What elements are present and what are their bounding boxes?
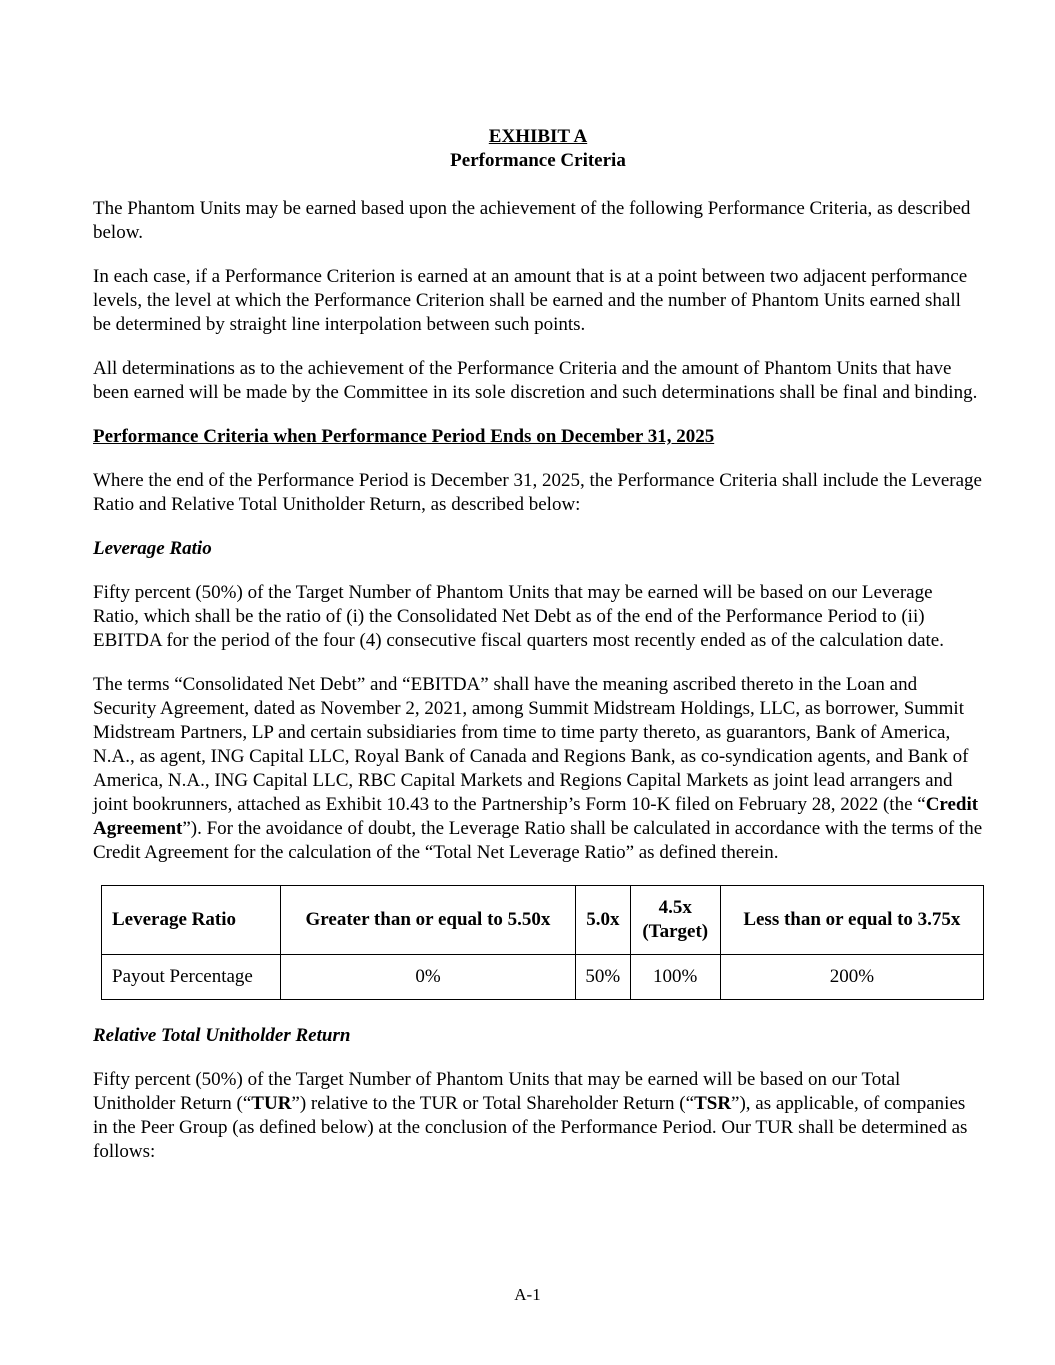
intro-paragraph-2: In each case, if a Performance Criterion is earned at an amount that is at a point between two adjacent performance levels, the level at which the Performance Criterion shall be earned and the number of Phantom Units earned shall be determined by straight line interpolation between such points. xyxy=(93,266,968,335)
credit-agreement-term: Credit Agreement xyxy=(93,794,979,839)
tur-text-a: Fifty percent (50%) of the Target Number of Phantom Units that may be earned will be based on our Total Unitholder Return (“ xyxy=(93,1069,901,1114)
page-number: A-1 xyxy=(514,1285,541,1304)
table-header-row xyxy=(102,886,984,955)
leverage-p2-text-b: ”). For the avoidance of doubt, the Leverage Ratio shall be calculated in accordance with the terms of the Credit Agreement for the calculation of the “Total Net Leverage Ratio” as defined therein. xyxy=(93,818,983,863)
section-paragraph: Where the end of the Performance Period is December 31, 2025, the Performance Criteria shall include the Leverage Ratio and Relative Total Unitholder Return, as described below: xyxy=(93,470,982,515)
tur-text-b: ”) relative to the TUR or Total Shareholder Return (“ xyxy=(291,1093,695,1114)
table-header-cell: 5.0x xyxy=(575,886,630,955)
table-cell: 200% xyxy=(720,955,983,1000)
table-row-label: Payout Percentage xyxy=(102,955,281,1000)
tur-paragraph xyxy=(93,1068,983,1164)
document-page xyxy=(93,125,983,1184)
page-title: Performance Criteria xyxy=(450,150,626,171)
leverage-paragraph-2 xyxy=(93,673,983,865)
exhibit-label: EXHIBIT A xyxy=(488,126,588,147)
table-cell: 100% xyxy=(630,955,720,1000)
table-header-cell xyxy=(630,886,720,955)
tur-text-c: ”), as applicable, of companies in the Peer Group (as defined below) at the conclusion of the Performance Period. Our TUR shall be determined as follows: xyxy=(93,1093,968,1162)
table-header-cell-line: (Target) xyxy=(642,921,709,942)
title-block xyxy=(93,125,983,173)
table-header-cell: Greater than or equal to 5.50x xyxy=(281,886,576,955)
tsr-term: TSR xyxy=(694,1093,732,1114)
section-heading: Performance Criteria when Performance Period Ends on December 31, 2025 xyxy=(93,426,715,447)
tur-heading: Relative Total Unitholder Return xyxy=(93,1025,351,1046)
leverage-payout-table xyxy=(101,885,984,1000)
leverage-ratio-heading: Leverage Ratio xyxy=(93,538,212,559)
table-header-cell: Less than or equal to 3.75x xyxy=(720,886,983,955)
tur-term: TUR xyxy=(251,1093,292,1114)
leverage-p2-text-a: The terms “Consolidated Net Debt” and “EBITDA” shall have the meaning ascribed thereto in the Loan and Security Agreement, dated as November 2, 2021, among Summit Midstream Holdings, LLC, as borrower, Summit Midstream Partners, LP and certain subsidiaries from time to time party thereto, as guarantors, Bank of America, N.A., as agent, ING Capital LLC, Royal Bank of Canada and Regions Bank, as co-syndication agents, and Bank of America, N.A., ING Capital LLC, RBC Capital Markets and Regions Capital Markets as joint lead arrangers and joint bookrunners, attached as Exhibit 10.43 to the Partnership’s Form 10-K filed on February 28, 2022 (the “ xyxy=(93,674,969,815)
leverage-paragraph-1: Fifty percent (50%) of the Target Number of Phantom Units that may be earned will be based on our Leverage Ratio, which shall be the ratio of (i) the Consolidated Net Debt as of the end of the Performance Period to (ii) EBITDA for the period of the four (4) consecutive fiscal quarters most recently ended as of the calculation date. xyxy=(93,582,944,651)
table-cell: 0% xyxy=(281,955,576,1000)
table-cell: 50% xyxy=(575,955,630,1000)
table-header-cell-line: 4.5x xyxy=(658,897,692,918)
table-row xyxy=(102,955,984,1000)
table-header-cell: Leverage Ratio xyxy=(102,886,281,955)
intro-paragraph-3: All determinations as to the achievement of the Performance Criteria and the amount of Phantom Units that have been earned will be made by the Committee in its sole discretion and such determinations shall be final and binding. xyxy=(93,358,978,403)
intro-paragraph-1: The Phantom Units may be earned based upon the achievement of the following Performance Criteria, as described below. xyxy=(93,198,971,243)
